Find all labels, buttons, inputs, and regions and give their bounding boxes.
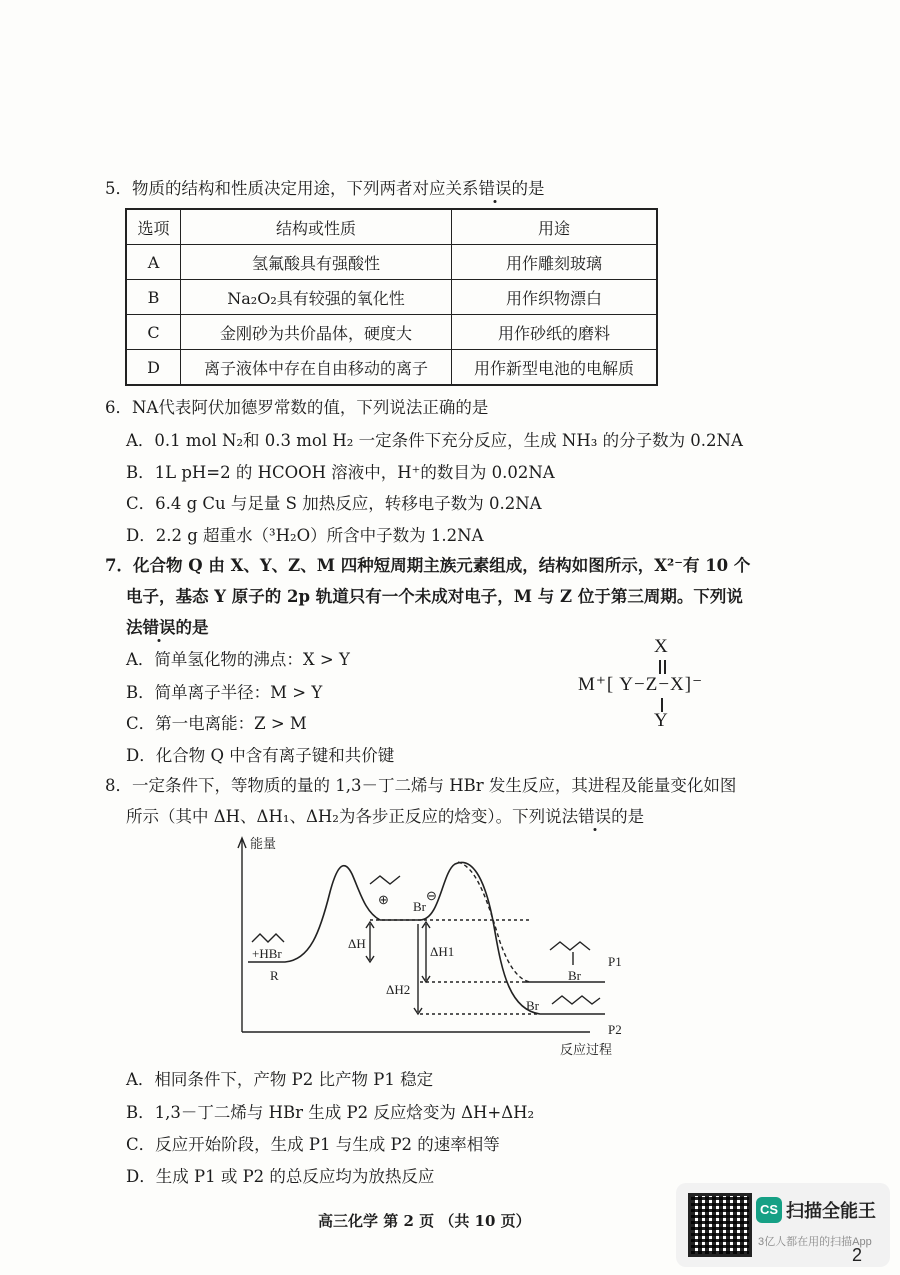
dh-label: ΔH <box>348 936 366 951</box>
scanner-brand: 扫描全能王 <box>786 1201 876 1221</box>
q8-stem-line2: 所示（其中 ΔH、ΔH₁、ΔH₂为各步正反应的焓变）。下列说法错误的是 <box>126 807 645 826</box>
page-corner-number: 2 <box>852 1245 863 1265</box>
table-row: B Na₂O₂具有较强的氧化性 用作织物漂白 <box>126 280 657 315</box>
q8-option-a: A．相同条件下，产物 P2 比产物 P1 稳定 <box>126 1070 434 1089</box>
x-axis-label: 反应过程 <box>560 1042 613 1057</box>
table-row: D 离子液体中存在自由移动的离子 用作新型电池的电解质 <box>126 350 657 386</box>
r-label: R <box>270 968 279 983</box>
q7-option-d: D．化合物 Q 中含有离子键和共价键 <box>126 746 395 765</box>
table-row: A 氢氟酸具有强酸性 用作雕刻玻璃 <box>126 245 657 280</box>
plus-charge: ⊕ <box>378 892 389 907</box>
scanner-tagline: 3亿人都在用的扫描App <box>758 1236 872 1248</box>
butadiene-structure <box>252 934 284 942</box>
q6-option-c: C．6.4 g Cu 与足量 S 加热反应，转移电子数为 0.2NA <box>126 494 542 513</box>
qr-code-icon <box>688 1193 752 1257</box>
energy-diagram <box>230 832 640 1067</box>
minus-charge: ⊖ <box>426 888 437 903</box>
p1-br-label: Br <box>568 968 581 983</box>
structure-main: M⁺[ Y−Z−X]⁻ <box>578 674 704 695</box>
q7-option-b: B．简单离子半径：M > Y <box>126 683 323 702</box>
structure-bottom-atom: Y <box>654 710 668 731</box>
y-axis-label: 能量 <box>250 836 277 851</box>
q6-stem: 6．NA代表阿伏加德罗常数的值，下列说法正确的是 <box>105 398 489 417</box>
page-footer: 高三化学 第 2 页 （共 10 页） <box>318 1212 531 1230</box>
q5-stem: 5．物质的结构和性质决定用途，下列两者对应关系错误的是 <box>105 179 545 198</box>
q6-option-a: A．0.1 mol N₂和 0.3 mol H₂ 一定条件下充分反应，生成 NH₃ 的分子数为 0.2NA <box>126 431 743 450</box>
p1-label: P1 <box>608 954 622 969</box>
q7-stem-line2: 电子，基态 Y 原子的 2p 轨道只有一个未成对电子，M 与 Z 位于第三周期。下列说 <box>126 587 743 606</box>
q6-option-b: B．1L pH=2 的 HCOOH 溶液中，H⁺的数目为 0.02NA <box>126 463 555 482</box>
allyl-cation-structure <box>370 876 400 884</box>
energy-curve-p1 <box>458 862 530 982</box>
q7-option-c: C．第一电离能：Z > M <box>126 714 307 733</box>
q8-option-b: B．1,3－丁二烯与 HBr 生成 P2 反应焓变为 ΔH+ΔH₂ <box>126 1103 535 1122</box>
q7-stem-line3: 法错误的是 <box>126 618 209 637</box>
structure-top-atom: X <box>654 636 668 657</box>
p2-br-label: Br <box>526 998 539 1013</box>
dh2-label: ΔH2 <box>386 982 411 997</box>
p2-label: P2 <box>608 1022 622 1037</box>
cs-logo-icon: CS <box>756 1197 782 1223</box>
q8-option-d: D．生成 P1 或 P2 的总反应均为放热反应 <box>126 1167 435 1186</box>
q8-stem-line1: 8．一定条件下，等物质的量的 1,3－丁二烯与 HBr 发生反应，其进程及能量变化如图 <box>105 776 737 795</box>
q7-stem-line1: 7．化合物 Q 由 X、Y、Z、M 四种短周期主族元素组成，结构如图所示，X²⁻有 10 个 <box>105 556 751 575</box>
bromide-label: Br <box>413 899 426 914</box>
dh1-label: ΔH1 <box>430 944 455 959</box>
q8-option-c: C．反应开始阶段，生成 P1 与生成 P2 的速率相等 <box>126 1135 500 1154</box>
table-header-row: 选项 结构或性质 用途 <box>126 209 657 245</box>
q7-option-a: A．简单氢化物的沸点：X > Y <box>126 650 350 669</box>
q6-option-d: D．2.2 g 超重水（³H₂O）所含中子数为 1.2NA <box>126 526 484 545</box>
p1-structure <box>550 942 590 950</box>
table-row: C 金刚砂为共价晶体，硬度大 用作砂纸的磨料 <box>126 315 657 350</box>
q5-table <box>125 208 658 386</box>
p2-structure <box>552 996 600 1004</box>
reactant-label: +HBr <box>252 946 282 961</box>
